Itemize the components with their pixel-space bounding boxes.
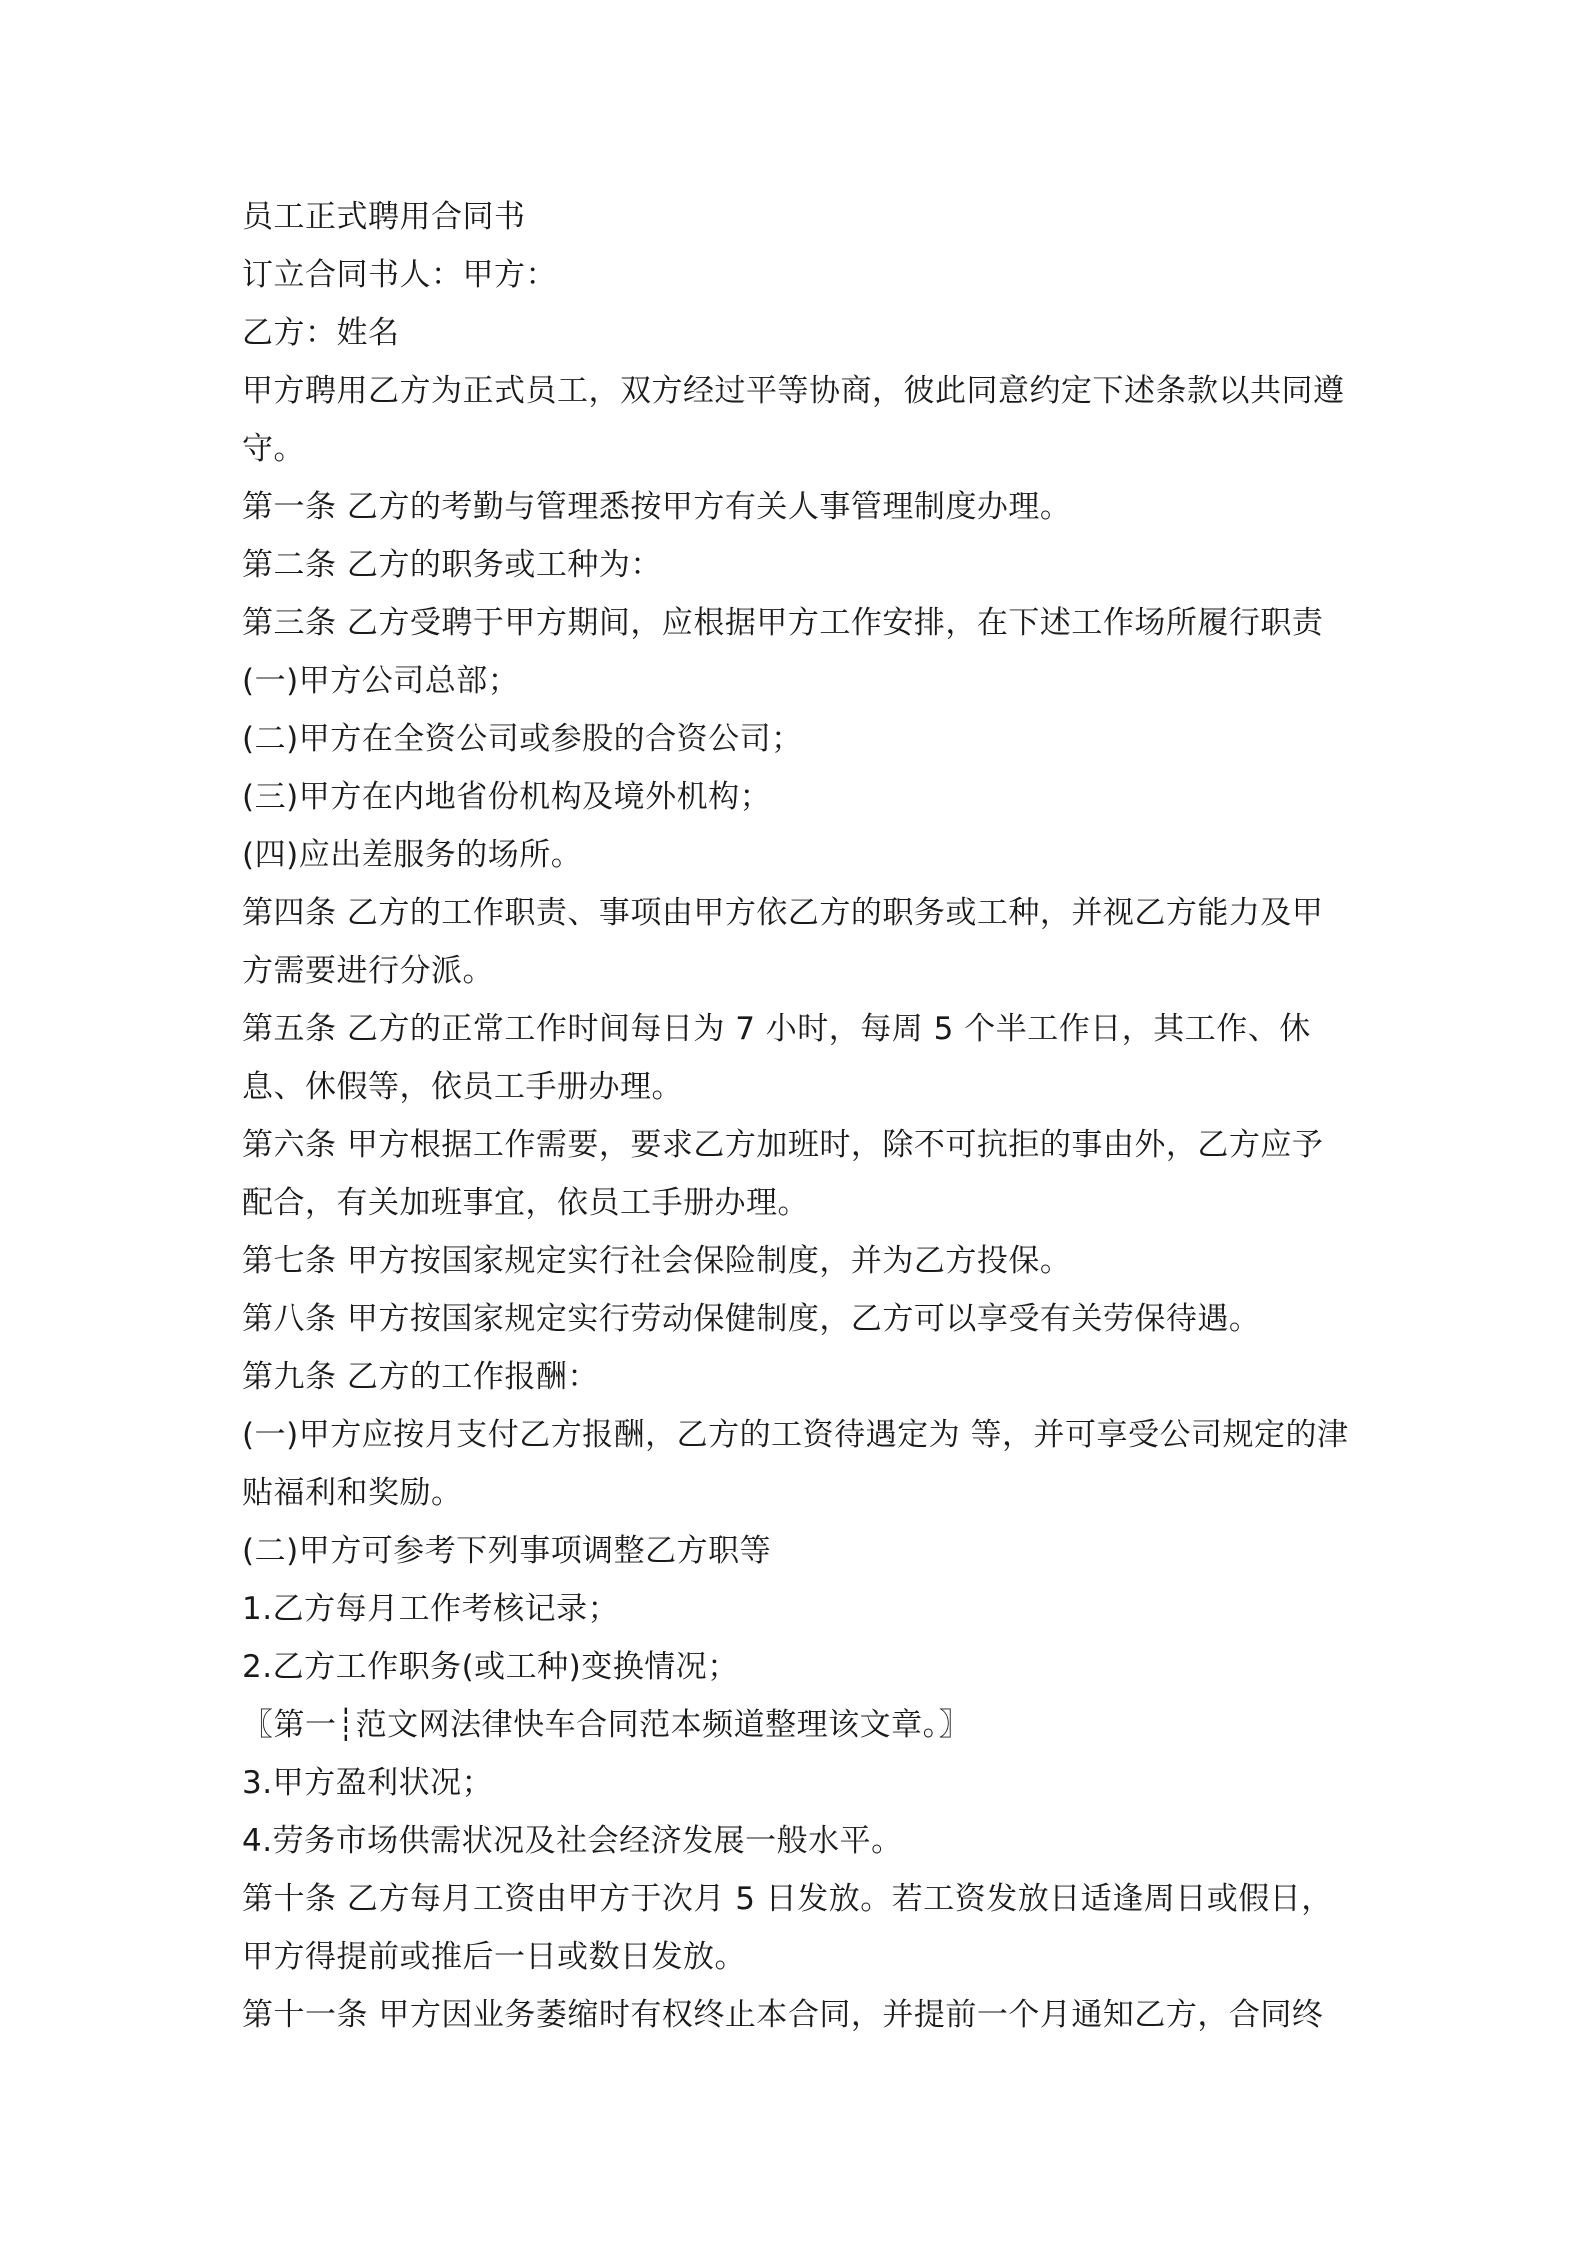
adjustment-item-4: 4.劳务市场供需状况及社会经济发展一般水平。 [242,1823,903,1859]
article-2: 第二条 乙方的职务或工种为： [242,547,662,583]
article-6: 第六条 甲方根据工作需要，要求乙方加班时，除不可抗拒的事由外，乙方应予配合，有关加班事宜，依员工手册办理。 [242,1127,1324,1221]
article-9-item-2: (二)甲方可参考下列事项调整乙方职等 [242,1533,772,1569]
article-3: 第三条 乙方受聘于甲方期间，应根据甲方工作安排，在下述工作场所履行职责 [242,605,1324,641]
article-4: 第四条 乙方的工作职责、事项由甲方依乙方的职务或工种，并视乙方能力及甲方需要进行分派。 [242,895,1324,989]
article-1: 第一条 乙方的考勤与管理悉按甲方有关人事管理制度办理。 [242,489,1072,525]
article-7: 第七条 甲方按国家规定实行社会保险制度，并为乙方投保。 [242,1243,1072,1279]
document-body [242,188,1352,2044]
preamble-paragraph: 甲方聘用乙方为正式员工，双方经过平等协商，彼此同意约定下述条款以共同遵守。 [242,373,1345,467]
document-title: 员工正式聘用合同书 [242,199,526,235]
contract-parties-line: 订立合同书人：甲方： [242,257,557,293]
article-3-item-1: (一)甲方公司总部； [242,663,520,699]
article-3-item-4: (四)应出差服务的场所。 [242,837,583,873]
article-10: 第十条 乙方每月工资由甲方于次月 5 日发放。若工资发放日适逢周日或假日，甲方得提前或推后一日或数日发放。 [242,1881,1333,1975]
source-note: 〖第一┊范文网法律快车合同范本频道整理该文章。〗 [242,1707,971,1743]
article-5: 第五条 乙方的正常工作时间每日为 7 小时，每周 5 个半工作日，其工作、休息、休假等，依员工手册办理。 [242,1011,1311,1105]
article-9: 第九条 乙方的工作报酬： [242,1359,599,1395]
party-b-line: 乙方：姓名 [242,315,400,351]
adjustment-item-3: 3.甲方盈利状况； [242,1765,494,1801]
article-3-item-3: (三)甲方在内地省份机构及境外机构； [242,779,772,815]
article-3-item-2: (二)甲方在全资公司或参股的合资公司； [242,721,803,757]
article-11: 第十一条 甲方因业务萎缩时有权终止本合同，并提前一个月通知乙方，合同终 [242,1997,1324,2033]
adjustment-item-2: 2.乙方工作职务(或工种)变换情况； [242,1649,739,1685]
adjustment-item-1: 1.乙方每月工作考核记录； [242,1591,620,1627]
article-8: 第八条 甲方按国家规定实行劳动保健制度，乙方可以享受有关劳保待遇。 [242,1301,1261,1337]
article-9-item-1: (一)甲方应按月支付乙方报酬，乙方的工资待遇定为 等，并可享受公司规定的津贴福利和奖励。 [242,1417,1349,1511]
